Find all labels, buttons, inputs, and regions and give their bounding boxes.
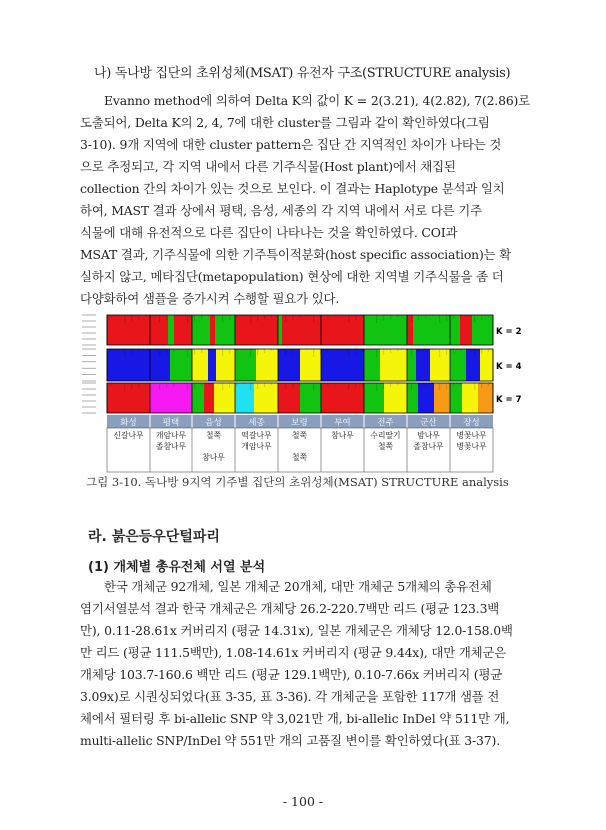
structure-bar	[278, 349, 300, 381]
structure-bar	[216, 349, 235, 381]
admixture-streak	[439, 315, 440, 323]
text-line: collection 간의 차이가 있는 것으로 보인다. 이 결과는 Haplotype 분석과 일치	[80, 181, 505, 196]
admixture-streak	[313, 315, 314, 323]
admixture-streak	[474, 349, 475, 356]
text-line: 하여, MAST 결과 상에서 평택, 음성, 세종의 각 지역 내에서 서로 다른 기주	[80, 203, 482, 218]
structure-bar	[466, 349, 480, 381]
admixture-streak	[425, 315, 426, 318]
admixture-streak	[173, 315, 174, 318]
structure-bar	[256, 349, 278, 381]
structure-bar	[192, 383, 204, 413]
host-plant-label: 철쭉	[291, 431, 308, 440]
admixture-streak	[411, 383, 412, 390]
admixture-streak	[488, 349, 489, 352]
admixture-streak	[299, 315, 300, 318]
host-plant-label: 병꽃나무	[456, 442, 487, 451]
structure-bar	[450, 315, 460, 345]
admixture-streak	[124, 383, 125, 391]
admixture-streak	[229, 315, 230, 320]
host-plant-label: 떡갈나무	[241, 431, 272, 440]
region-label: 부여	[334, 418, 351, 428]
paragraph-genome-sequencing	[80, 576, 513, 752]
host-plant-label: 철쭉	[205, 431, 222, 440]
structure-bar	[170, 349, 192, 381]
admixture-streak	[194, 383, 195, 389]
region-label: 화성	[120, 418, 137, 428]
admixture-streak	[138, 315, 139, 319]
admixture-streak	[446, 383, 447, 389]
admixture-streak	[166, 349, 167, 354]
host-plant-label: 참나무	[331, 431, 354, 440]
structure-bar	[460, 315, 472, 345]
admixture-streak	[236, 315, 237, 318]
admixture-streak	[453, 349, 454, 353]
admixture-streak	[376, 383, 377, 391]
admixture-streak	[257, 315, 258, 321]
paragraph-structure-analysis	[80, 90, 530, 310]
figure-caption: 그림 3-10. 독나방 9지역 기주별 집단의 초위성체(MSAT) STRUCTURE analysis	[86, 475, 509, 489]
host-plant-label: 참나무	[202, 453, 225, 462]
admixture-streak	[257, 349, 258, 355]
structure-bar	[107, 383, 150, 413]
text-line: 체에서 필터링 후 bi-allelic SNP 약 3,021만 개, bi-allelic InDel 약 511만 개,	[80, 711, 510, 726]
admixture-streak	[236, 349, 237, 352]
structure-bar	[170, 383, 192, 413]
structure-bar	[418, 383, 434, 413]
admixture-streak	[264, 349, 265, 353]
admixture-streak	[411, 315, 412, 322]
structure-bar	[107, 315, 150, 345]
region-label: 평택	[162, 418, 180, 428]
admixture-streak	[250, 349, 251, 357]
region-label: 군산	[420, 418, 437, 428]
structure-bar	[210, 315, 215, 345]
admixture-streak	[481, 315, 482, 320]
admixture-streak	[355, 315, 356, 320]
region-label: 전주	[377, 418, 394, 428]
text-line: 으로 추정되고, 각 지역 내에서 다른 기주식물(Host plant)에서 채집된	[80, 159, 456, 174]
subsection2-title: (1) 개체별 총유전체 서열 분석	[88, 560, 266, 575]
admixture-streak	[264, 315, 265, 319]
admixture-streak	[390, 383, 391, 387]
admixture-streak	[124, 315, 125, 323]
structure-bar	[462, 383, 478, 413]
admixture-streak	[229, 349, 230, 354]
structure-bar	[235, 349, 256, 381]
admixture-streak	[159, 315, 160, 322]
structure-bar	[364, 349, 380, 381]
admixture-streak	[166, 315, 167, 320]
admixture-streak	[201, 315, 202, 319]
text-line: 실하지 않고, 메타집단(metapopulation) 현상에 대한 지역별 기주식물을 좀 더	[80, 269, 504, 284]
admixture-streak	[201, 349, 202, 353]
structure-bar	[434, 383, 450, 413]
admixture-streak	[376, 315, 377, 323]
admixture-streak	[390, 349, 391, 353]
admixture-streak	[131, 383, 132, 389]
admixture-streak	[488, 383, 489, 386]
admixture-streak	[131, 349, 132, 355]
text-line: 만 리드 (평균 111.5백만), 1.08-14.61x 커버리지 (평균 9.44x), 대만 개체군은	[80, 645, 507, 660]
admixture-streak	[159, 383, 160, 390]
text-line: 다양화하여 샘플을 증가시켜 수행할 필요가 있다.	[80, 291, 340, 306]
admixture-streak	[159, 349, 160, 356]
text-line: Evanno method에 의하여 Delta K의 값이 K = 2(3.21), 4(2.82), 7(2.86)로	[104, 93, 531, 108]
admixture-streak	[446, 315, 447, 321]
admixture-streak	[257, 383, 258, 389]
admixture-streak	[411, 349, 412, 356]
admixture-streak	[481, 383, 482, 388]
structure-bar	[364, 315, 407, 345]
admixture-streak	[453, 315, 454, 319]
text-line: 3.09x)로 시퀀싱되었다(표 3-35, 표 3-36). 각 개체군을 포함한 117개 샘플 전	[80, 689, 500, 704]
admixture-streak	[362, 383, 363, 386]
section-title: 라. 붉은등우단털파리	[88, 529, 220, 545]
admixture-streak	[425, 383, 426, 386]
admixture-streak	[327, 383, 328, 387]
admixture-streak	[362, 315, 363, 318]
admixture-streak	[425, 349, 426, 352]
structure-bar	[384, 383, 407, 413]
admixture-streak	[292, 383, 293, 388]
admixture-streak	[187, 315, 188, 323]
structure-bar	[204, 383, 214, 413]
structure-bar	[321, 349, 364, 381]
structure-bar	[321, 315, 364, 345]
admixture-streak	[313, 349, 314, 357]
admixture-streak	[383, 315, 384, 321]
region-label: 세종	[248, 418, 265, 428]
admixture-streak	[418, 383, 419, 388]
admixture-streak	[285, 349, 286, 356]
host-plant-label: 졸참나무	[413, 442, 444, 451]
admixture-streak	[173, 383, 174, 386]
admixture-streak	[355, 349, 356, 354]
structure-bar	[215, 315, 235, 345]
admixture-streak	[250, 383, 251, 391]
admixture-streak	[264, 383, 265, 387]
structure-bar	[478, 383, 493, 413]
admixture-streak	[173, 349, 174, 352]
structure-bar	[450, 349, 466, 381]
admixture-streak	[194, 349, 195, 355]
structure-bar	[235, 315, 278, 345]
admixture-streak	[418, 315, 419, 320]
admixture-streak	[355, 383, 356, 388]
k-label: K = 2	[496, 327, 522, 337]
structure-bar	[300, 349, 321, 381]
admixture-streak	[194, 315, 195, 321]
structure-bar	[450, 383, 462, 413]
structure-bar	[214, 383, 235, 413]
admixture-streak	[222, 349, 223, 356]
admixture-streak	[285, 383, 286, 390]
structure-bar	[107, 349, 150, 381]
admixture-streak	[187, 383, 188, 391]
admixture-streak	[166, 383, 167, 388]
admixture-streak	[236, 383, 237, 386]
admixture-streak	[313, 383, 314, 391]
host-plant-label: 병꽃나무	[456, 431, 487, 440]
admixture-streak	[348, 315, 349, 322]
structure-bar	[208, 349, 216, 381]
structure-bar	[174, 315, 192, 345]
host-plant-label: 개암나무	[155, 431, 187, 440]
subsection-title: 나) 독나방 집단의 초위성체(MSAT) 유전자 구조(STRUCTURE analysis)	[94, 66, 511, 81]
host-plant-label: 철쭉	[377, 442, 394, 451]
admixture-streak	[138, 383, 139, 387]
structure-bar	[168, 315, 174, 345]
text-line: 만), 0.11-28.61x 커버리지 (평균 14.31x), 일본 개체군은 개체당 12.0-158.0백	[80, 623, 513, 638]
text-line: 식물에 대해 유전적으로 다른 집단이 나타나는 것을 확인하였다. COI과	[80, 225, 458, 240]
admixture-streak	[474, 383, 475, 390]
admixture-streak	[439, 383, 440, 391]
admixture-streak	[383, 383, 384, 389]
admixture-streak	[110, 315, 111, 318]
admixture-streak	[446, 349, 447, 355]
admixture-streak	[124, 349, 125, 357]
admixture-streak	[362, 349, 363, 352]
structure-bar	[407, 383, 418, 413]
axis-panel	[80, 315, 106, 413]
text-line: 개체당 103.7-160.6 백만 리드 (평균 129.1백만), 0.10-7.66x 커버리지 (평균	[80, 667, 503, 682]
text-line: multi-allelic SNP/InDel 약 551만 개의 고품질 변이를 확인하였다(표 3-37).	[80, 733, 500, 748]
admixture-streak	[250, 315, 251, 323]
admixture-streak	[299, 383, 300, 386]
page-number: - 100 -	[282, 794, 324, 809]
admixture-streak	[376, 349, 377, 357]
host-plant-label: 철쭉	[291, 453, 308, 462]
admixture-streak	[439, 349, 440, 357]
admixture-streak	[327, 315, 328, 319]
structure-bar	[282, 315, 321, 345]
structure-bar	[278, 315, 282, 345]
admixture-streak	[292, 315, 293, 320]
admixture-streak	[390, 315, 391, 319]
admixture-streak	[201, 383, 202, 387]
structure-bar	[364, 383, 384, 413]
admixture-streak	[348, 349, 349, 356]
admixture-streak	[488, 315, 489, 318]
structure-bar	[321, 383, 364, 413]
admixture-streak	[292, 349, 293, 354]
host-plant-label: 신갈나무	[113, 431, 144, 440]
region-label: 음성	[205, 418, 222, 428]
text-line: 3-10). 9개 지역에 대한 cluster pattern은 집단 간 지역적인 차이가 나타는 것	[80, 137, 502, 152]
admixture-streak	[453, 383, 454, 387]
admixture-streak	[383, 349, 384, 355]
host-plant-label: 수리딸기	[370, 431, 401, 440]
structure-figure	[80, 311, 522, 474]
text-line: MSAT 결과, 기주식물에 의한 기주특이적분화(host specific association)는 확	[80, 247, 512, 262]
admixture-streak	[110, 383, 111, 386]
structure-bar	[300, 383, 321, 413]
admixture-streak	[222, 315, 223, 322]
admixture-streak	[348, 383, 349, 390]
admixture-streak	[474, 315, 475, 322]
admixture-streak	[222, 383, 223, 390]
k-label: K = 7	[496, 395, 522, 405]
admixture-streak	[299, 349, 300, 352]
host-plant-label: 개암나무	[241, 442, 272, 451]
admixture-streak	[187, 349, 188, 357]
text-line: 염기서열분석 결과 한국 개체군은 개체당 26.2-220.7백만 리드 (평균 123.3백	[80, 601, 500, 616]
admixture-streak	[327, 349, 328, 353]
host-plant-label: 졸참나무	[155, 442, 187, 451]
admixture-streak	[285, 315, 286, 322]
admixture-streak	[110, 349, 111, 352]
text-line: 도출되어, Delta K의 2, 4, 7에 대한 cluster를 그림과 같이 확인하였다(그림	[80, 115, 490, 130]
admixture-streak	[418, 349, 419, 354]
admixture-streak	[138, 349, 139, 353]
region-label: 장성	[463, 418, 480, 428]
k-label: K = 4	[496, 362, 522, 372]
structure-plot	[80, 311, 522, 474]
admixture-streak	[229, 383, 230, 388]
admixture-streak	[481, 349, 482, 354]
host-plant-label: 밤나무	[417, 431, 440, 440]
structure-bar	[278, 383, 300, 413]
region-label: 보령	[291, 418, 308, 428]
text-line: 한국 개체군 92개체, 일본 개체군 20개체, 대만 개체군 5개체의 총유전체	[104, 579, 492, 594]
admixture-streak	[131, 315, 132, 321]
